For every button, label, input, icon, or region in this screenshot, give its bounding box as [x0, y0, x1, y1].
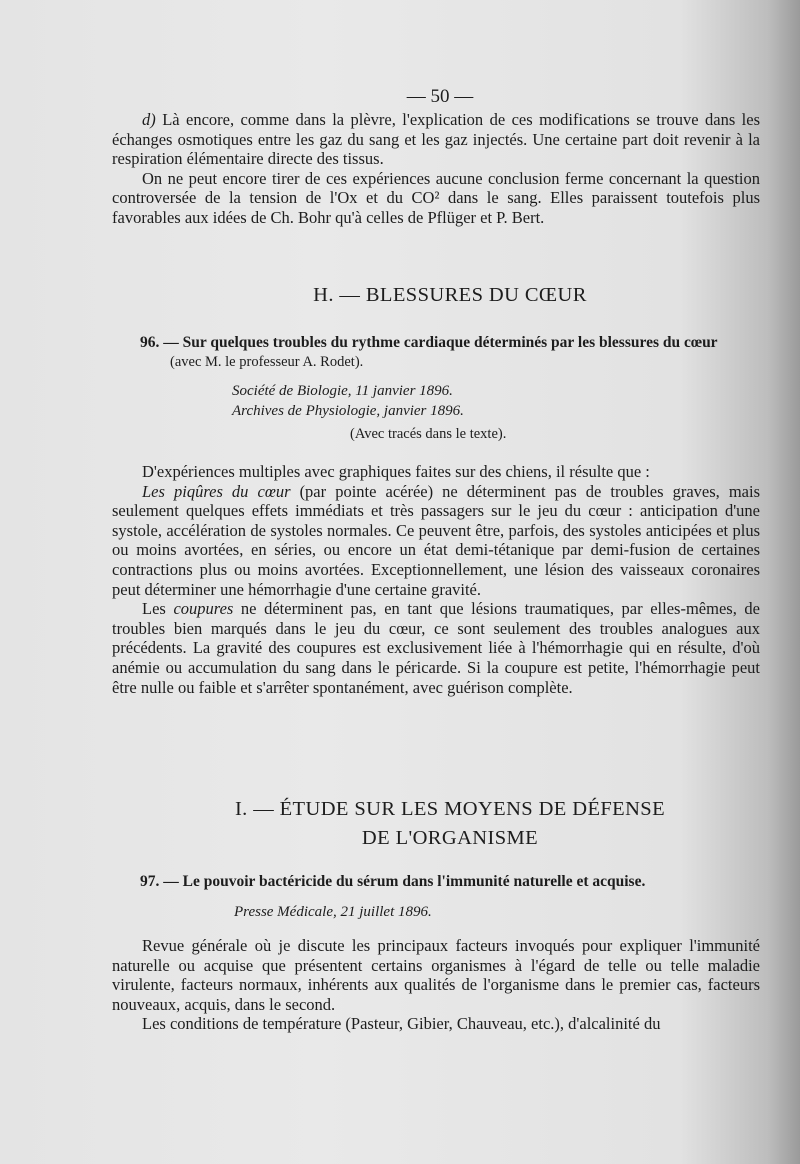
entry-96-note: (Avec tracés dans le texte). — [350, 426, 507, 442]
entry-title: Le pouvoir bactéricide du sérum dans l'immunité naturelle et acquise. — [182, 873, 646, 890]
entry-96-paragraph-2 — [112, 599, 760, 697]
paragraph-start: Les — [142, 599, 174, 619]
section-heading-h: H. — BLESSURES DU CŒUR — [313, 284, 587, 306]
entry-96-lead: D'expériences multiples avec graphiques faites sur des chiens, il résulte que : — [142, 462, 650, 481]
entry-96-title — [140, 333, 760, 353]
entry-number: 97. — — [140, 873, 179, 890]
entry-97-body — [112, 936, 760, 1034]
entry-97-reference-1: Presse Médicale, 21 juillet 1896. — [234, 904, 432, 920]
paragraph-label: d) — [142, 110, 156, 129]
entry-96-body — [112, 462, 760, 697]
term-piqures: Les piqûres du cœur — [142, 481, 291, 501]
entry-97-title — [140, 872, 760, 892]
entry-96-reference-1: Société de Biologie, 11 janvier 1896. — [232, 383, 453, 399]
entry-number: 96. — — [140, 334, 179, 351]
section-heading-i-line-2: DE L'ORGANISME — [361, 827, 539, 849]
intro-paragraph-1 — [112, 110, 760, 169]
entry-97-paragraph-1: Revue générale où je discute les principaux facteurs invoqués pour expliquer l'immunité naturelle ou acquise que présentent certains organismes à l'égard de telle ou telle maladie virulente, facteurs normaux, inhérents aux qualités de l'organisme dans le premier cas, facteurs nouveaux, acquis, dans le second. — [112, 936, 760, 1014]
entry-96-reference-2: Archives de Physiologie, janvier 1896. — [232, 403, 464, 419]
section-heading-i-line-1: I. — ÉTUDE SUR LES MOYENS DE DÉFENSE — [234, 798, 666, 820]
section-heading-i — [150, 795, 750, 853]
paragraph-text: (par pointe acérée) ne déterminent pas de troubles graves, mais seulement quelques effets immédiats et très passagers sur le jeu du cœur : anticipation d'une systole, accélération de systoles normales. Ce peuvent être, parfois, des systoles anticipées et plus ou moins avortées, en séries, ou encore un état demi-tétanique par demi-fusion de certaines contractions plus ou moins avortées. Exceptionnellement, une lésion des vaisseaux coronaires peut déterminer une hémorrhagie d'une certaine gravité. — [112, 481, 760, 599]
term-coupures: coupures — [173, 599, 234, 619]
entry-title: Sur quelques troubles du rythme cardiaque déterminés par les blessures du cœur — [182, 334, 718, 351]
intro-block — [112, 110, 760, 228]
intro-paragraph-1-text: Là encore, comme dans la plèvre, l'explication de ces modifications se trouve dans les échanges osmotiques entre les gaz du sang et les gaz injectés. Une certaine part doit revenir à la respiration élémentaire directe des tissus. — [112, 110, 761, 169]
intro-paragraph-2: On ne peut encore tirer de ces expériences aucune conclusion ferme concernant la question controversée de la tension de l'Ox et du CO² dans le sang. Elles paraissent toutefois plus favorables aux idées de Ch. Bohr qu'à celles de Pflüger et P. Bert. — [112, 168, 760, 227]
paragraph-text: ne déterminent pas, en tant que lésions traumatiques, par elles-mêmes, de troubles bien marqués dans le jeu du cœur, ce sont seulement des troubles analogues aux précédents. La gravité des coupures est exclusivement liée à l'hémorrhagie qui en résulte, d'où anémie ou accumulation du sang dans le péricarde. Si la coupure est petite, l'hémorrhagie peut être nulle ou faible et s'arrêter spontanément, avec guérison complète. — [112, 599, 760, 697]
entry-96-coauthor: (avec M. le professeur A. Rodet). — [170, 354, 364, 370]
page-number: — 50 — — [406, 86, 474, 107]
entry-96-paragraph-1 — [112, 482, 760, 600]
entry-97-paragraph-2: Les conditions de température (Pasteur, Gibier, Chauveau, etc.), d'alcalinité du — [142, 1014, 661, 1034]
